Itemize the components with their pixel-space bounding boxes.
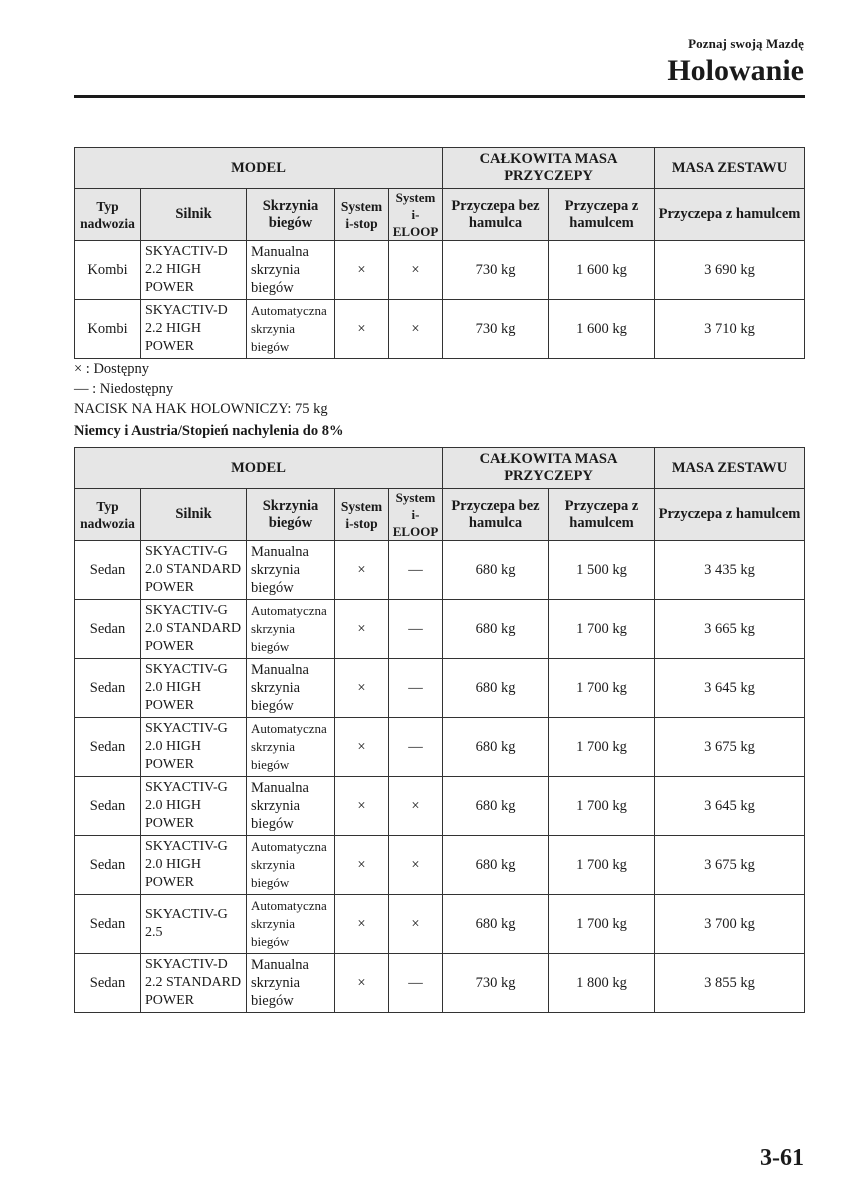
ieloop-header: System i-ELOOP — [389, 489, 443, 541]
ieloop-cell: × — [389, 300, 443, 359]
trailer-no-brake-cell: 730 kg — [443, 241, 549, 300]
table-row — [75, 836, 805, 895]
gearbox-cell: Manualna skrzynia biegów — [247, 777, 335, 836]
istop-cell: × — [335, 954, 389, 1013]
istop-cell: × — [335, 541, 389, 600]
hitch-load-note: NACISK NA HAK HOLOWNICZY: 75 kg — [74, 401, 328, 417]
istop-cell: × — [335, 659, 389, 718]
engine-cell: SKYACTIV-G 2.0 HIGH POWER — [141, 659, 247, 718]
gearbox-cell: Automatyczna skrzynia biegów — [247, 718, 335, 777]
body-type-cell: Sedan — [75, 541, 141, 600]
gearbox-cell: Automatyczna skrzynia biegów — [247, 600, 335, 659]
table-row — [75, 541, 805, 600]
istop-cell: × — [335, 895, 389, 954]
ieloop-cell: — — [389, 954, 443, 1013]
towing-table-2 — [74, 447, 805, 1013]
istop-header: System i-stop — [335, 189, 389, 241]
trailer-no-brake-cell: 730 kg — [443, 954, 549, 1013]
table-row — [75, 954, 805, 1013]
ieloop-cell: — — [389, 659, 443, 718]
engine-cell: SKYACTIV-D 2.2 HIGH POWER — [141, 241, 247, 300]
section-title: Niemcy i Austria/Stopień nachylenia do 8% — [74, 423, 344, 439]
engine-header: Silnik — [141, 489, 247, 541]
engine-header: Silnik — [141, 189, 247, 241]
trailer-brake-cell: 1 600 kg — [549, 300, 655, 359]
trailer-no-brake-header: Przyczepa bez hamulca — [443, 189, 549, 241]
combo-brake-header: Przyczepa z hamulcem — [655, 189, 805, 241]
trailer-brake-cell: 1 700 kg — [549, 659, 655, 718]
trailer-brake-cell: 1 700 kg — [549, 895, 655, 954]
gearbox-header: Skrzynia biegów — [247, 489, 335, 541]
combo-mass-cell: 3 855 kg — [655, 954, 805, 1013]
total-mass-header: CAŁKOWITA MASA PRZYCZEPY — [443, 448, 655, 489]
combo-mass-cell: 3 675 kg — [655, 718, 805, 777]
table-row — [75, 241, 805, 300]
engine-cell: SKYACTIV-D 2.2 HIGH POWER — [141, 300, 247, 359]
table-row — [75, 895, 805, 954]
gearbox-cell: Automatyczna skrzynia biegów — [247, 895, 335, 954]
istop-cell: × — [335, 300, 389, 359]
istop-cell: × — [335, 777, 389, 836]
ieloop-header: System i-ELOOP — [389, 189, 443, 241]
body-type-cell: Kombi — [75, 241, 141, 300]
combo-mass-cell: 3 435 kg — [655, 541, 805, 600]
trailer-brake-cell: 1 500 kg — [549, 541, 655, 600]
body-type-cell: Sedan — [75, 895, 141, 954]
body-type-cell: Sedan — [75, 600, 141, 659]
engine-cell: SKYACTIV-G 2.0 STANDARD POWER — [141, 541, 247, 600]
istop-cell: × — [335, 600, 389, 659]
gearbox-cell: Manualna skrzynia biegów — [247, 954, 335, 1013]
page-number: 3-61 — [760, 1145, 804, 1171]
body-type-header: Typ nadwozia — [75, 489, 141, 541]
towing-table-1 — [74, 147, 805, 359]
istop-cell: × — [335, 836, 389, 895]
istop-header: System i-stop — [335, 489, 389, 541]
body-type-cell: Sedan — [75, 954, 141, 1013]
table-row — [75, 777, 805, 836]
header-rule — [74, 95, 805, 98]
trailer-no-brake-cell: 680 kg — [443, 600, 549, 659]
table-row — [75, 718, 805, 777]
trailer-brake-cell: 1 700 kg — [549, 777, 655, 836]
page-header — [667, 36, 804, 88]
body-type-cell: Sedan — [75, 836, 141, 895]
ieloop-cell: × — [389, 777, 443, 836]
model-header: MODEL — [75, 448, 443, 489]
trailer-no-brake-cell: 680 kg — [443, 895, 549, 954]
trailer-no-brake-header: Przyczepa bez hamulca — [443, 489, 549, 541]
engine-cell: SKYACTIV-G 2.0 HIGH POWER — [141, 777, 247, 836]
notes — [74, 359, 328, 419]
trailer-no-brake-cell: 680 kg — [443, 718, 549, 777]
engine-cell: SKYACTIV-G 2.0 HIGH POWER — [141, 836, 247, 895]
body-type-header: Typ nadwozia — [75, 189, 141, 241]
body-type-cell: Sedan — [75, 777, 141, 836]
ieloop-cell: × — [389, 836, 443, 895]
page-title: Holowanie — [667, 54, 804, 87]
gearbox-cell: Automatyczna skrzynia biegów — [247, 300, 335, 359]
ieloop-cell: — — [389, 718, 443, 777]
table-row — [75, 600, 805, 659]
trailer-brake-cell: 1 700 kg — [549, 836, 655, 895]
gearbox-header: Skrzynia biegów — [247, 189, 335, 241]
trailer-no-brake-cell: 680 kg — [443, 541, 549, 600]
model-header: MODEL — [75, 148, 443, 189]
istop-cell: × — [335, 241, 389, 300]
ieloop-cell: — — [389, 541, 443, 600]
combo-mass-cell: 3 700 kg — [655, 895, 805, 954]
combo-mass-cell: 3 675 kg — [655, 836, 805, 895]
gearbox-cell: Manualna skrzynia biegów — [247, 241, 335, 300]
table-row — [75, 659, 805, 718]
trailer-brake-header: Przyczepa z hamulcem — [549, 189, 655, 241]
combo-mass-cell: 3 645 kg — [655, 777, 805, 836]
trailer-no-brake-cell: 730 kg — [443, 300, 549, 359]
trailer-no-brake-cell: 680 kg — [443, 836, 549, 895]
gearbox-cell: Manualna skrzynia biegów — [247, 659, 335, 718]
istop-cell: × — [335, 718, 389, 777]
body-type-cell: Sedan — [75, 718, 141, 777]
trailer-brake-cell: 1 600 kg — [549, 241, 655, 300]
body-type-cell: Sedan — [75, 659, 141, 718]
table-row — [75, 300, 805, 359]
legend-available: × : Dostępny — [74, 361, 150, 377]
total-mass-header: CAŁKOWITA MASA PRZYCZEPY — [443, 148, 655, 189]
ieloop-cell: — — [389, 600, 443, 659]
trailer-no-brake-cell: 680 kg — [443, 777, 549, 836]
gearbox-cell: Automatyczna skrzynia biegów — [247, 836, 335, 895]
trailer-brake-header: Przyczepa z hamulcem — [549, 489, 655, 541]
engine-cell: SKYACTIV-G 2.5 — [141, 895, 247, 954]
engine-cell: SKYACTIV-G 2.0 STANDARD POWER — [141, 600, 247, 659]
combo-mass-cell: 3 710 kg — [655, 300, 805, 359]
ieloop-cell: × — [389, 241, 443, 300]
engine-cell: SKYACTIV-G 2.0 HIGH POWER — [141, 718, 247, 777]
combo-brake-header: Przyczepa z hamulcem — [655, 489, 805, 541]
combo-mass-header: MASA ZESTAWU — [655, 148, 805, 189]
combo-mass-cell: 3 665 kg — [655, 600, 805, 659]
ieloop-cell: × — [389, 895, 443, 954]
combo-mass-cell: 3 645 kg — [655, 659, 805, 718]
combo-mass-cell: 3 690 kg — [655, 241, 805, 300]
trailer-brake-cell: 1 800 kg — [549, 954, 655, 1013]
legend-unavailable: — : Niedostępny — [74, 381, 174, 397]
trailer-no-brake-cell: 680 kg — [443, 659, 549, 718]
trailer-brake-cell: 1 700 kg — [549, 718, 655, 777]
gearbox-cell: Manualna skrzynia biegów — [247, 541, 335, 600]
body-type-cell: Kombi — [75, 300, 141, 359]
trailer-brake-cell: 1 700 kg — [549, 600, 655, 659]
engine-cell: SKYACTIV-D 2.2 STANDARD POWER — [141, 954, 247, 1013]
chapter-subtitle: Poznaj swoją Mazdę — [688, 36, 804, 51]
combo-mass-header: MASA ZESTAWU — [655, 448, 805, 489]
